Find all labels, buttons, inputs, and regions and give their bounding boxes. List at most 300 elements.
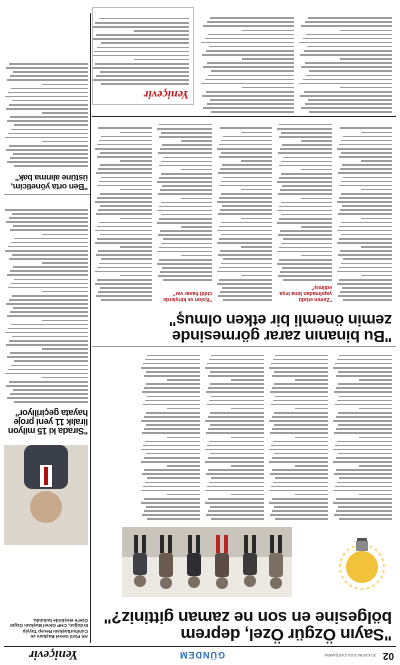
body-text-line	[336, 428, 392, 430]
body-text-line	[333, 420, 392, 422]
body-text-line	[335, 404, 392, 406]
body-text-line	[208, 469, 264, 471]
body-text-line	[272, 469, 328, 471]
body-text-line	[42, 234, 88, 236]
body-text-line	[144, 428, 200, 430]
body-text-line	[181, 226, 212, 228]
body-text-line	[361, 160, 392, 162]
body-text-line	[95, 22, 189, 24]
body-text-line	[300, 54, 392, 56]
body-text-line	[95, 230, 152, 232]
body-text-line	[223, 177, 272, 179]
body-text-line	[241, 189, 272, 191]
body-text-line	[157, 181, 212, 183]
body-text-line	[8, 369, 88, 371]
body-text-line	[202, 95, 294, 97]
body-text-line	[101, 258, 152, 260]
body-text-line	[120, 275, 152, 277]
body-text-line	[221, 222, 272, 224]
body-text-line	[305, 62, 392, 64]
body-text-line	[5, 137, 88, 139]
body-text-line	[241, 160, 272, 162]
body-text-line	[141, 490, 200, 492]
body-text-line	[299, 42, 392, 44]
body-text-line	[338, 213, 392, 215]
body-text-line	[281, 132, 332, 134]
body-text-line	[340, 127, 392, 129]
body-text-line	[5, 332, 88, 334]
body-text-line	[219, 226, 272, 228]
side-headline-line-3: hayata geçiriliyor"	[15, 407, 88, 418]
body-text-line	[163, 279, 212, 281]
body-text-line	[281, 173, 332, 175]
body-text-line	[278, 234, 332, 236]
middle-body-col-3	[216, 121, 272, 301]
body-text-line	[9, 145, 88, 147]
body-text-line	[278, 193, 332, 195]
middle-headline-line-2: zemin önemli bir etken olmuş"	[169, 310, 392, 328]
body-text-line	[341, 193, 392, 195]
body-text-line	[6, 385, 88, 387]
body-text-line	[161, 214, 212, 216]
body-text-line	[274, 424, 328, 426]
body-text-line	[208, 416, 264, 418]
body-text-line	[219, 144, 272, 146]
body-text-line	[210, 371, 264, 373]
body-text-line	[300, 95, 392, 97]
body-text-line	[9, 63, 88, 65]
body-text-line	[97, 144, 152, 146]
bottom-right-headline-line-2: üstüne alınma bak"	[15, 173, 88, 184]
body-text-line	[271, 486, 328, 488]
body-text-line	[6, 67, 88, 69]
body-text-line	[13, 307, 88, 309]
body-text-line	[181, 198, 212, 200]
body-text-line	[96, 213, 152, 215]
body-text-line	[157, 222, 212, 224]
body-text-line	[100, 164, 152, 166]
body-text-line	[217, 148, 272, 150]
body-text-line	[6, 344, 88, 346]
imprint-text	[93, 15, 193, 85]
body-text-line	[295, 494, 328, 496]
body-text-line	[337, 271, 392, 273]
body-text-line	[337, 230, 392, 232]
body-text-line	[336, 387, 392, 389]
body-text-line	[11, 242, 88, 244]
body-text-line	[10, 311, 88, 313]
body-text-line	[269, 449, 328, 451]
body-text-line	[221, 234, 272, 236]
body-text-line	[159, 259, 212, 261]
middle-body-col-4	[156, 121, 212, 281]
body-text-line	[279, 124, 332, 126]
body-text-line	[359, 379, 392, 381]
body-text-line	[282, 267, 332, 269]
body-text-line	[10, 157, 88, 159]
body-text-line	[280, 230, 332, 232]
body-text-line	[93, 67, 189, 69]
body-text-line	[341, 234, 392, 236]
body-text-line	[157, 210, 212, 212]
body-text-line	[97, 185, 152, 187]
body-text-line	[272, 510, 328, 512]
body-text-line	[13, 225, 88, 227]
body-text-line	[274, 412, 328, 414]
body-text-line	[279, 136, 332, 138]
body-text-line	[205, 38, 294, 40]
body-text-line	[336, 510, 392, 512]
body-text-line	[303, 79, 392, 81]
body-text-line	[167, 408, 200, 410]
body-text-line	[301, 140, 332, 142]
body-text-line	[241, 246, 272, 248]
body-text-line	[100, 71, 189, 73]
body-text-line	[340, 168, 392, 170]
body-text-line	[343, 177, 392, 179]
body-text-line	[95, 148, 152, 150]
body-text-line	[341, 181, 392, 183]
masthead-logo: Yeniçevir	[28, 648, 78, 663]
body-text-line	[282, 144, 332, 146]
body-text-line	[342, 287, 392, 289]
body-text-line	[218, 173, 272, 175]
body-text-line	[157, 263, 212, 265]
body-text-line	[97, 238, 152, 240]
body-text-line	[339, 477, 392, 479]
body-text-line	[295, 408, 328, 410]
body-text-line	[159, 247, 212, 249]
body-text-line	[101, 136, 152, 138]
body-text-line	[338, 412, 392, 414]
body-text-line	[218, 254, 272, 256]
body-text-line	[217, 230, 272, 232]
body-text-line	[144, 498, 200, 500]
body-text-line	[304, 91, 392, 93]
body-text-line	[274, 383, 328, 385]
top-story-headline	[92, 608, 392, 643]
body-text-line	[275, 477, 328, 479]
body-text-line	[205, 449, 264, 451]
body-text-line	[341, 140, 392, 142]
body-text-line	[338, 453, 392, 455]
body-text-line	[307, 46, 392, 48]
body-text-line	[10, 116, 88, 118]
page-number: 02	[382, 650, 394, 661]
body-text-line	[333, 367, 392, 369]
body-text-line	[141, 502, 200, 504]
body-text-line	[223, 136, 272, 138]
body-text-line	[161, 243, 212, 245]
body-text-line	[12, 100, 88, 102]
body-text-line	[94, 51, 189, 53]
body-text-line	[277, 263, 332, 265]
imprint-masthead: Yeniçevir	[143, 88, 189, 102]
body-text-line	[308, 17, 392, 19]
body-text-line	[120, 218, 152, 220]
body-text-line	[270, 514, 328, 516]
body-text-line	[206, 514, 264, 516]
imprint-box	[92, 7, 194, 105]
top-story-lede: AK Parti Genel Başkanı ve Cumhurbaşkanı Recep Tayyip Erdoğan, CHP Genel Başkanı Özgür Özel'e eleştiride bulundu.	[9, 617, 88, 639]
body-text-line	[301, 25, 392, 27]
body-text-line	[208, 75, 294, 77]
middle-divider-top	[92, 346, 396, 347]
body-text-line	[231, 379, 264, 381]
body-text-line	[42, 112, 88, 114]
body-text-line	[222, 164, 272, 166]
body-text-line	[217, 242, 272, 244]
body-text-line	[11, 129, 88, 131]
body-text-line	[146, 383, 200, 385]
body-text-line	[142, 473, 200, 475]
body-text-line	[222, 205, 272, 207]
body-text-line	[339, 238, 392, 240]
body-text-line	[208, 457, 264, 459]
top-body-col-4	[140, 350, 200, 520]
body-text-line	[241, 218, 272, 220]
body-text-line	[97, 197, 152, 199]
body-text-line	[146, 371, 200, 373]
body-text-line	[337, 283, 392, 285]
body-text-line	[231, 494, 264, 496]
body-text-line	[270, 473, 328, 475]
body-text-line	[143, 363, 200, 365]
body-text-line	[120, 160, 152, 162]
body-text-line	[96, 295, 152, 297]
body-text-line	[11, 324, 88, 326]
body-text-line	[361, 246, 392, 248]
body-text-line	[309, 70, 392, 72]
middle-subhead-1: "Zemin etüdü yapılmadan bina inşa edilmiş"	[279, 284, 332, 302]
body-text-line	[13, 266, 88, 268]
body-text-line	[223, 258, 272, 260]
body-text-line	[275, 355, 328, 357]
body-text-line	[205, 420, 264, 422]
body-text-line	[273, 441, 328, 443]
body-text-line	[100, 287, 152, 289]
body-text-line	[147, 396, 200, 398]
body-text-line	[159, 165, 212, 167]
body-text-line	[301, 226, 332, 228]
body-text-line	[299, 83, 392, 85]
middle-headline-line-1: "Bu binanın zarar görmesinde	[172, 327, 392, 344]
body-text-line	[146, 412, 200, 414]
body-text-line	[206, 392, 264, 394]
body-text-line	[157, 128, 212, 130]
bottom-right-headline	[4, 174, 88, 191]
body-text-line	[13, 389, 88, 391]
body-text-line	[96, 173, 152, 175]
body-text-line	[101, 42, 189, 44]
body-text-line	[341, 152, 392, 154]
body-text-line	[144, 387, 200, 389]
body-text-line	[209, 482, 264, 484]
body-text-line	[219, 197, 272, 199]
bottom-right-headline-line-1: "Ben orta yöneticim,	[11, 182, 88, 192]
body-text-line	[96, 34, 189, 36]
body-text-line	[281, 202, 332, 204]
body-text-line	[221, 152, 272, 154]
body-text-line	[208, 387, 264, 389]
body-text-line	[295, 379, 328, 381]
body-text-line	[10, 75, 88, 77]
body-text-line	[242, 58, 294, 60]
body-text-line	[99, 222, 152, 224]
middle-body-col-2	[276, 121, 332, 281]
body-text-line	[359, 465, 392, 467]
body-text-line	[208, 498, 264, 500]
body-text-line	[269, 490, 328, 492]
body-text-line	[343, 258, 392, 260]
body-text-line	[203, 66, 294, 68]
body-text-line	[271, 363, 328, 365]
body-text-line	[338, 295, 392, 297]
header-rule	[4, 646, 396, 647]
body-text-line	[7, 79, 88, 81]
body-text-line	[340, 30, 392, 32]
body-text-line	[167, 437, 200, 439]
body-text-line	[337, 242, 392, 244]
top-headline-line-1: "Sayın Özgür Özel, deprem	[180, 625, 392, 644]
body-text-line	[340, 291, 392, 293]
body-text-line	[279, 206, 332, 208]
body-text-line	[207, 445, 264, 447]
body-text-line	[160, 148, 212, 150]
body-text-line	[343, 299, 392, 301]
middle-body-col-5	[94, 121, 152, 301]
body-text-line	[6, 221, 88, 223]
body-text-line	[120, 132, 152, 134]
body-text-line	[5, 96, 88, 98]
body-text-line	[141, 420, 200, 422]
body-text-line	[339, 396, 392, 398]
body-text-line	[277, 128, 332, 130]
body-text-line	[231, 437, 264, 439]
body-text-line	[281, 214, 332, 216]
bottom-body-col-2	[200, 13, 294, 113]
body-text-line	[201, 83, 294, 85]
body-text-line	[9, 104, 88, 106]
page-date: 20 KASIM 2024 ÇARŞAMBA	[324, 653, 376, 658]
body-text-line	[271, 445, 328, 447]
body-text-line	[342, 205, 392, 207]
body-text-line	[97, 156, 152, 158]
body-text-line	[339, 197, 392, 199]
body-text-line	[160, 271, 212, 273]
body-text-line	[210, 17, 294, 19]
body-text-line	[209, 46, 294, 48]
body-text-line	[210, 412, 264, 414]
body-text-line	[306, 34, 392, 36]
body-text-line	[145, 441, 200, 443]
body-text-line	[359, 437, 392, 439]
body-text-line	[273, 359, 328, 361]
side-story-headline	[4, 407, 88, 435]
body-text-line	[95, 283, 152, 285]
body-text-line	[359, 408, 392, 410]
body-text-line	[277, 251, 332, 253]
body-text-line	[334, 392, 392, 394]
body-text-line	[13, 71, 88, 73]
body-text-line	[303, 38, 392, 40]
body-text-line	[361, 218, 392, 220]
body-text-line	[9, 217, 88, 219]
body-text-line	[42, 84, 88, 86]
body-text-line	[219, 279, 272, 281]
body-text-line	[101, 299, 152, 301]
body-text-line	[269, 420, 328, 422]
body-text-line	[337, 359, 392, 361]
body-text-line	[144, 457, 200, 459]
body-text-line	[10, 393, 88, 395]
body-text-line	[8, 92, 88, 94]
body-text-line	[206, 432, 264, 434]
bottom-body-col-1	[298, 13, 392, 113]
body-text-line	[9, 299, 88, 301]
body-text-line	[95, 201, 152, 203]
body-text-line	[159, 206, 212, 208]
body-text-line	[7, 356, 88, 358]
body-text-line	[339, 144, 392, 146]
body-text-line	[147, 518, 200, 520]
body-text-line	[211, 111, 294, 113]
body-text-line	[181, 255, 212, 257]
body-text-line	[95, 242, 152, 244]
body-text-line	[277, 210, 332, 212]
body-text-line	[157, 251, 212, 253]
body-text-line	[42, 348, 88, 350]
body-text-line	[339, 279, 392, 281]
body-text-line	[274, 371, 328, 373]
top-body-col-3	[204, 350, 264, 520]
body-text-line	[158, 275, 212, 277]
body-text-line	[207, 363, 264, 365]
body-text-line	[160, 230, 212, 232]
body-text-line	[279, 177, 332, 179]
body-text-line	[242, 87, 294, 89]
body-text-line	[338, 254, 392, 256]
body-text-line	[338, 424, 392, 426]
body-text-line	[9, 258, 88, 260]
body-text-line	[144, 510, 200, 512]
body-text-line	[163, 238, 212, 240]
body-text-line	[134, 30, 189, 32]
body-text-line	[295, 437, 328, 439]
body-text-line	[98, 291, 152, 293]
body-text-line	[8, 133, 88, 135]
body-text-line	[338, 506, 392, 508]
body-text-line	[223, 299, 272, 301]
body-text-line	[14, 124, 88, 126]
body-text-line	[210, 383, 264, 385]
body-text-line	[203, 107, 294, 109]
body-text-line	[10, 229, 88, 231]
body-text-line	[361, 275, 392, 277]
body-text-line	[210, 424, 264, 426]
body-text-line	[160, 189, 212, 191]
body-text-line	[207, 486, 264, 488]
body-text-line	[340, 209, 392, 211]
body-text-line	[337, 400, 392, 402]
body-text-line	[337, 441, 392, 443]
body-text-line	[279, 247, 332, 249]
body-text-line	[334, 473, 392, 475]
body-text-line	[217, 201, 272, 203]
body-text-line	[361, 132, 392, 134]
body-text-line	[7, 397, 88, 399]
body-text-line	[275, 518, 328, 520]
